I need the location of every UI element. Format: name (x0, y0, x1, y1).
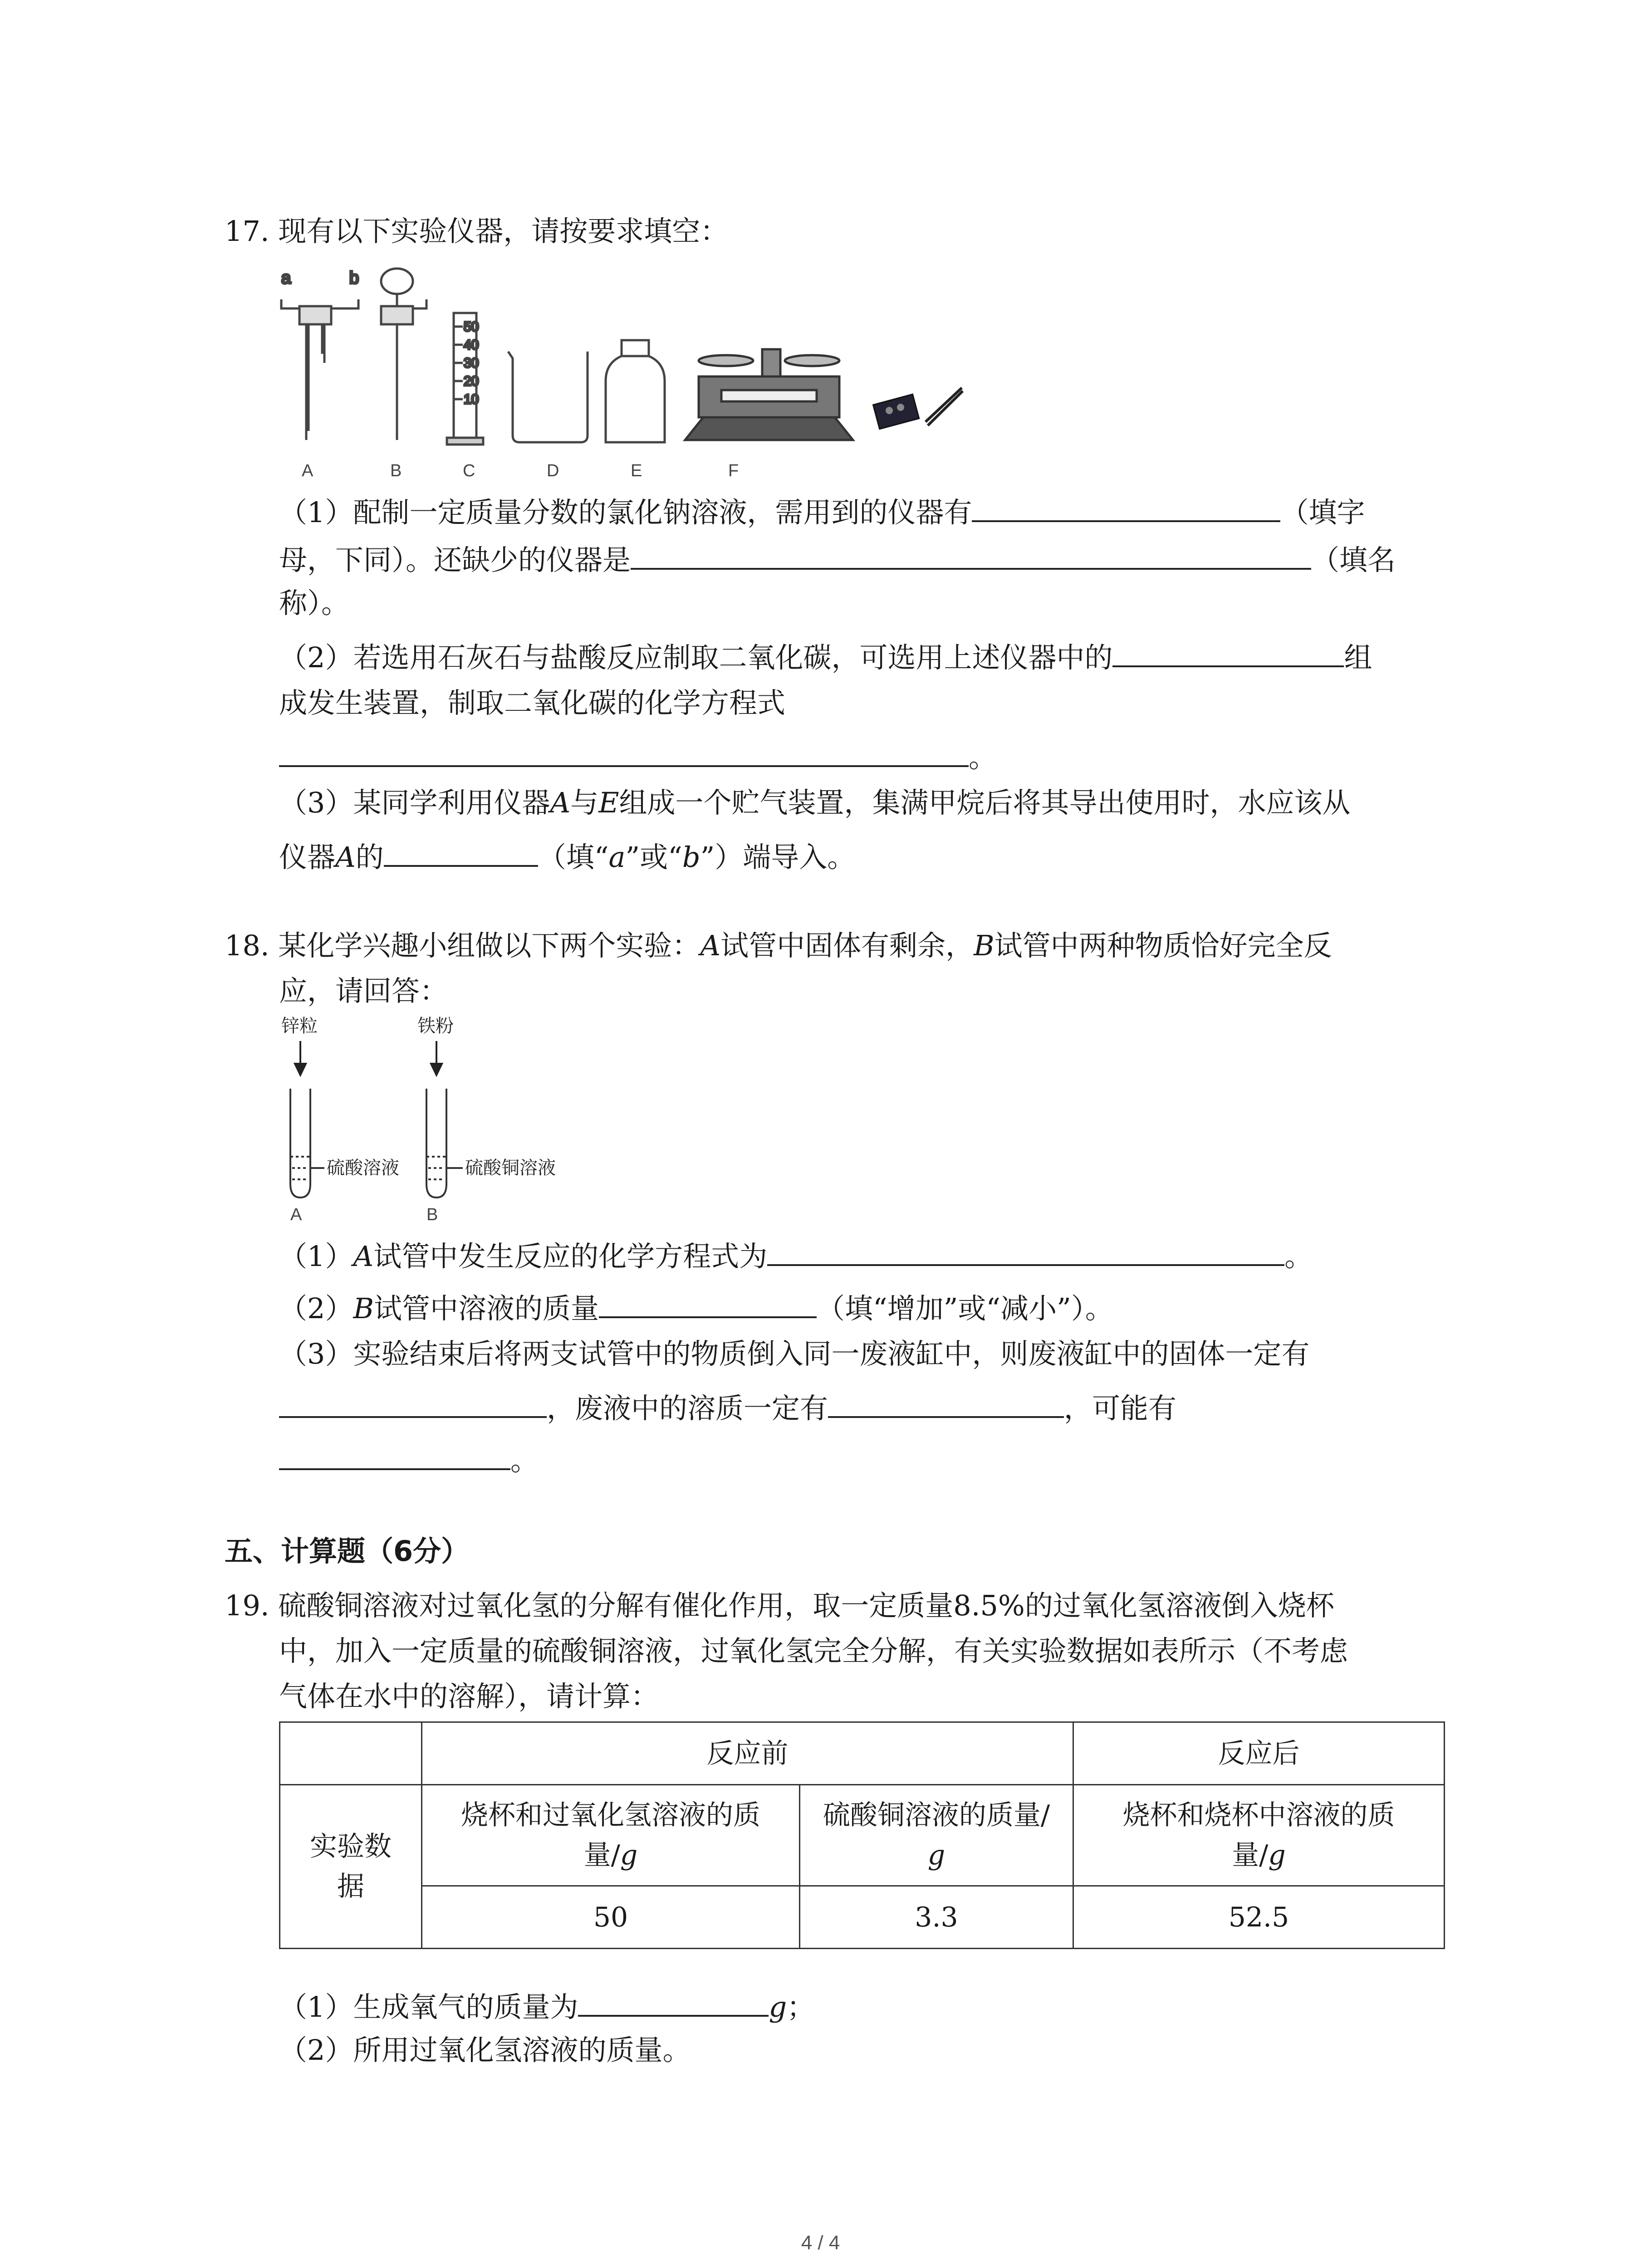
answer-blank-18-1[interactable] (767, 1236, 1284, 1266)
scale-30: 30 (464, 356, 479, 371)
page-number: 4 / 4 (801, 2232, 840, 2254)
label-top-b: b (349, 269, 359, 288)
q19-stem-line1: 19. 硫酸铜溶液对过氧化氢的分解有催化作用，取一定质量8.5%的过氧化氢溶液倒入烧杯 (225, 1589, 1334, 1622)
arrow-icons (295, 1041, 442, 1075)
q17-stem-text: 17. 现有以下实验仪器，请按要求填空： (225, 215, 729, 248)
apparatus-b-funnel (349, 269, 426, 440)
apparatus-d-beaker (508, 352, 588, 442)
label-A: A (302, 461, 314, 480)
q18-part3-line3: 。 (279, 1440, 539, 1479)
q18-stem-line1: 18. 某化学兴趣小组做以下两个实验：A试管中固体有剩余，B试管中两种物质恰好完全反 (225, 929, 1332, 962)
q19-part1: （1）生成氧气的质量为 g； (279, 1987, 815, 2025)
q18-part3-line1: （3）实验结束后将两支试管中的物质倒入同一废液缸中，则废液缸中的固体一定有 (279, 1337, 1310, 1370)
tweezers-icon (926, 388, 963, 425)
label-D: D (547, 461, 559, 480)
apparatus-c-graduated-cylinder (447, 313, 483, 445)
experiment-data-table (279, 1721, 1445, 1949)
header-after-reaction: 反应后 (1073, 1722, 1445, 1785)
value-cuso4: 3.3 (800, 1886, 1073, 1949)
answer-blank-17-2a[interactable] (1112, 637, 1344, 667)
q19-stem-line2: 中，加入一定质量的硫酸铜溶液，过氧化氢完全分解，有关实验数据如表所示（不考虑 (279, 1634, 1348, 1667)
q17-part2-line2: 成发生装置，制取二氧化碳的化学方程式 (279, 686, 786, 719)
reagent-iron-label: 铁粉 (417, 1016, 454, 1036)
q17-part3-line1: （3）某同学利用仪器A与E组成一个贮气装置，集满甲烷后将其导出使用时，水应该从 (279, 786, 1351, 819)
scale-10: 10 (464, 392, 479, 407)
q19-stem-line3: 气体在水中的溶解），请计算： (279, 1680, 659, 1713)
q17-part2-line3: 。 (279, 737, 997, 776)
label-E: E (631, 461, 642, 480)
answer-blank-17-3[interactable] (384, 837, 538, 867)
section-5-title: 五、计算题（6分） (225, 1535, 470, 1568)
test-tube-a (290, 1089, 324, 1198)
solution-a-label: 硫酸溶液 (327, 1158, 399, 1178)
q17-part3-line2: 仪器A的 （填“a”或“b”）端导入。 (279, 837, 855, 875)
q17-part1-line2: 母，下同）。还缺少的仪器是 （填名 (279, 540, 1396, 578)
q18-test-tube-figure (272, 1012, 617, 1225)
q18-part3-line2: ，废液中的溶质一定有 ，可能有 (279, 1388, 1176, 1427)
label-B: B (390, 461, 402, 480)
col-header-beaker-h2o2: 烧杯和过氧化氢溶液的质 量/g (422, 1785, 800, 1886)
q18-stem-line2: 应，请回答： (279, 974, 448, 1007)
answer-blank-17-1a[interactable] (972, 492, 1280, 522)
table-empty-corner (280, 1722, 422, 1785)
q17-part1-line3: 称）。 (279, 587, 350, 620)
scale-20: 20 (464, 374, 479, 389)
q18-part2: （2）B试管中溶液的质量 （填“增加”或“减小”）。 (279, 1288, 1113, 1327)
table-row (280, 1785, 1445, 1886)
table-row (280, 1886, 1445, 1949)
weights-box-icon (873, 394, 919, 429)
reagent-zinc-label: 锌粒 (281, 1016, 318, 1036)
answer-blank-17-2b[interactable] (279, 737, 969, 767)
apparatus-f-balance (685, 349, 853, 440)
tube-a-label: A (290, 1205, 302, 1224)
answer-blank-17-1b[interactable] (631, 540, 1311, 570)
tube-b-label: B (426, 1205, 438, 1224)
q17-part1-line1: （1）配制一定质量分数的氯化钠溶液，需用到的仪器有 （填字 (279, 492, 1365, 531)
value-after: 52.5 (1073, 1886, 1445, 1949)
label-C: C (463, 461, 475, 480)
value-beaker-h2o2: 50 (422, 1886, 800, 1949)
answer-blank-18-3a[interactable] (279, 1388, 547, 1418)
q19-part2: （2）所用过氧化氢溶液的质量。 (279, 2033, 691, 2067)
col-header-beaker-solution-after: 烧杯和烧杯中溶液的质 量/g (1073, 1785, 1445, 1886)
apparatus-a-stopper-tubes (281, 269, 358, 440)
answer-blank-18-3b[interactable] (828, 1388, 1064, 1418)
scale-40: 40 (464, 337, 479, 352)
q18-part1: （1）A试管中发生反应的化学方程式为 。 (279, 1236, 1313, 1275)
answer-blank-19-1[interactable] (578, 1987, 769, 2017)
answer-blank-18-3c[interactable] (279, 1440, 510, 1470)
table-row (280, 1722, 1445, 1785)
test-tube-b (426, 1089, 463, 1198)
header-before-reaction: 反应前 (422, 1722, 1073, 1785)
answer-blank-18-2[interactable] (599, 1288, 817, 1318)
q17-apparatus-figure (268, 263, 966, 490)
apparatus-e-bottle (606, 340, 665, 442)
scale-50: 50 (464, 319, 479, 334)
row-label-experiment-data: 实验数 据 (280, 1785, 422, 1949)
col-header-cuso4: 硫酸铜溶液的质量/ g (800, 1785, 1073, 1886)
solution-b-label: 硫酸铜溶液 (465, 1158, 556, 1178)
label-F: F (728, 461, 739, 480)
q17-part2-line1: （2）若选用石灰石与盐酸反应制取二氧化碳，可选用上述仪器中的 组 (279, 637, 1372, 676)
label-top-a: a (281, 269, 291, 288)
q17-stem (225, 213, 728, 249)
